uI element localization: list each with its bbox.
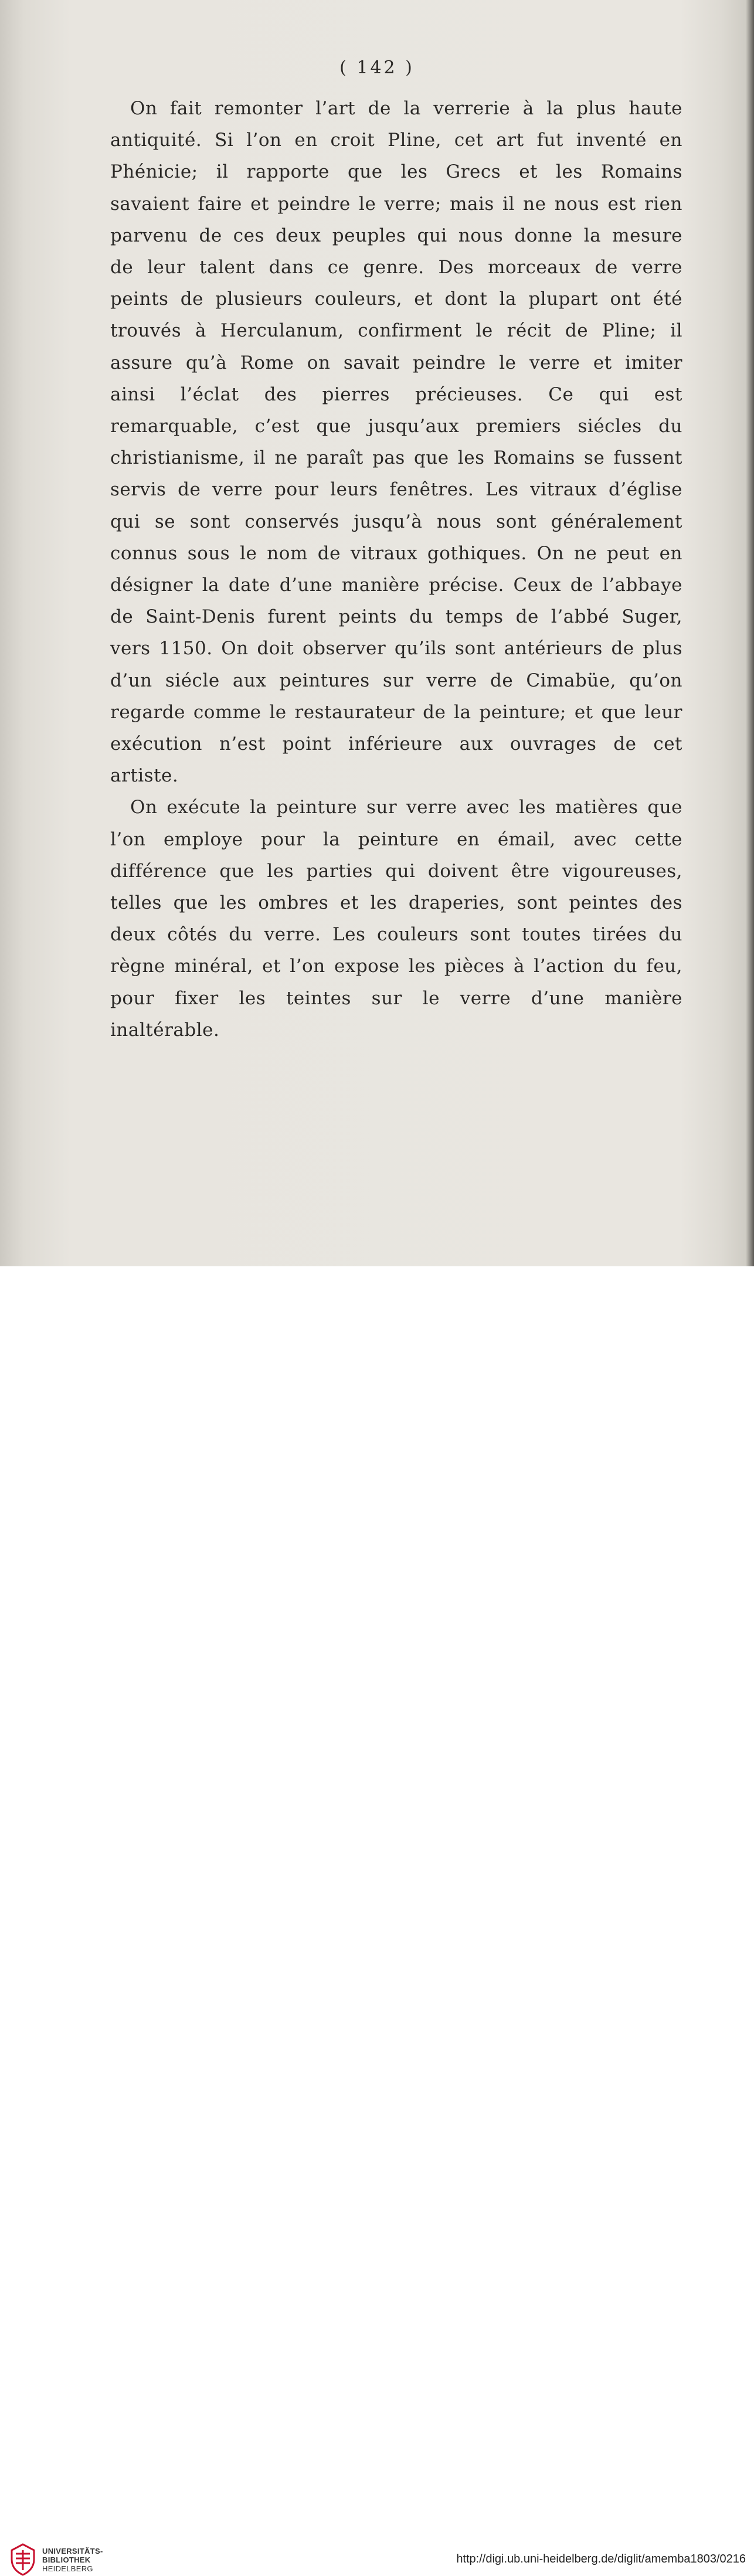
library-logo-icon xyxy=(8,2542,38,2576)
library-name xyxy=(42,2547,103,2573)
library-name-line-2: BIBLIOTHEK xyxy=(42,2555,91,2564)
paragraph-2: On exécute la peinture sur verre avec les matières que l’on employe pour la peinture en émail, avec cette différence que les parties qui doivent être vigoureuses, telles que les ombres et les draperies, sont peintes des deux côtés du verre. Les couleurs sont toutes tirées du règne minéral, et l’on expose les pièces à l’action du feu, pour fixer les teintes sur le verre d’une manière inaltérable. xyxy=(110,797,682,1041)
viewer-footer xyxy=(0,1266,754,2573)
body-text xyxy=(110,93,682,1046)
scanned-page xyxy=(0,0,754,1266)
permalink-url[interactable]: http://digi.ub.uni-heidelberg.de/diglit/amemba1803/0216 xyxy=(456,2553,746,2565)
paragraph-1: On fait remonter l’art de la verrerie à la plus haute antiquité. Si l’on en croit Pline, cet art fut inventé en Phénicie; il rapporte que les Grecs et les Romains savaient faire et peindre le verre; mais il ne nous est rien parvenu de ces deux peuples qui nous donne la mesure de leur talent dans ce genre. Des morceaux de verre peints de plusieurs couleurs, et dont la plupart ont été trouvés à Herculanum, confirment le récit de Pline; il assure qu’à Rome on savait peindre le verre et imiter ainsi l’éclat des pierres précieuses. Ce qui est remarquable, c’est que jusqu’aux premiers siécles du christianisme, il ne paraît pas que les Romains se fussent servis de verre pour leurs fenêtres. Les vitraux d’église qui se sont conservés jusqu’à nous sont généralement connus sous le nom de vitraux gothiques. On ne peut en désigner la date d’une manière précise. Ceux de l’abbaye de Saint-Denis furent peints du temps de l’abbé Suger, vers 1150. On doit observer qu’ils sont antérieurs de plus d’un siécle aux peintures sur verre de Cimabüe, qu’on regarde comme le restaurateur de la peinture; et que leur exécution n’est point inférieure aux ouvrages de cet artiste. xyxy=(110,98,682,787)
library-name-line-1: UNIVERSITÄTS- xyxy=(42,2547,103,2555)
library-name-line-3: HEIDELBERG xyxy=(42,2564,93,2573)
page-number: ( 142 ) xyxy=(339,57,415,78)
